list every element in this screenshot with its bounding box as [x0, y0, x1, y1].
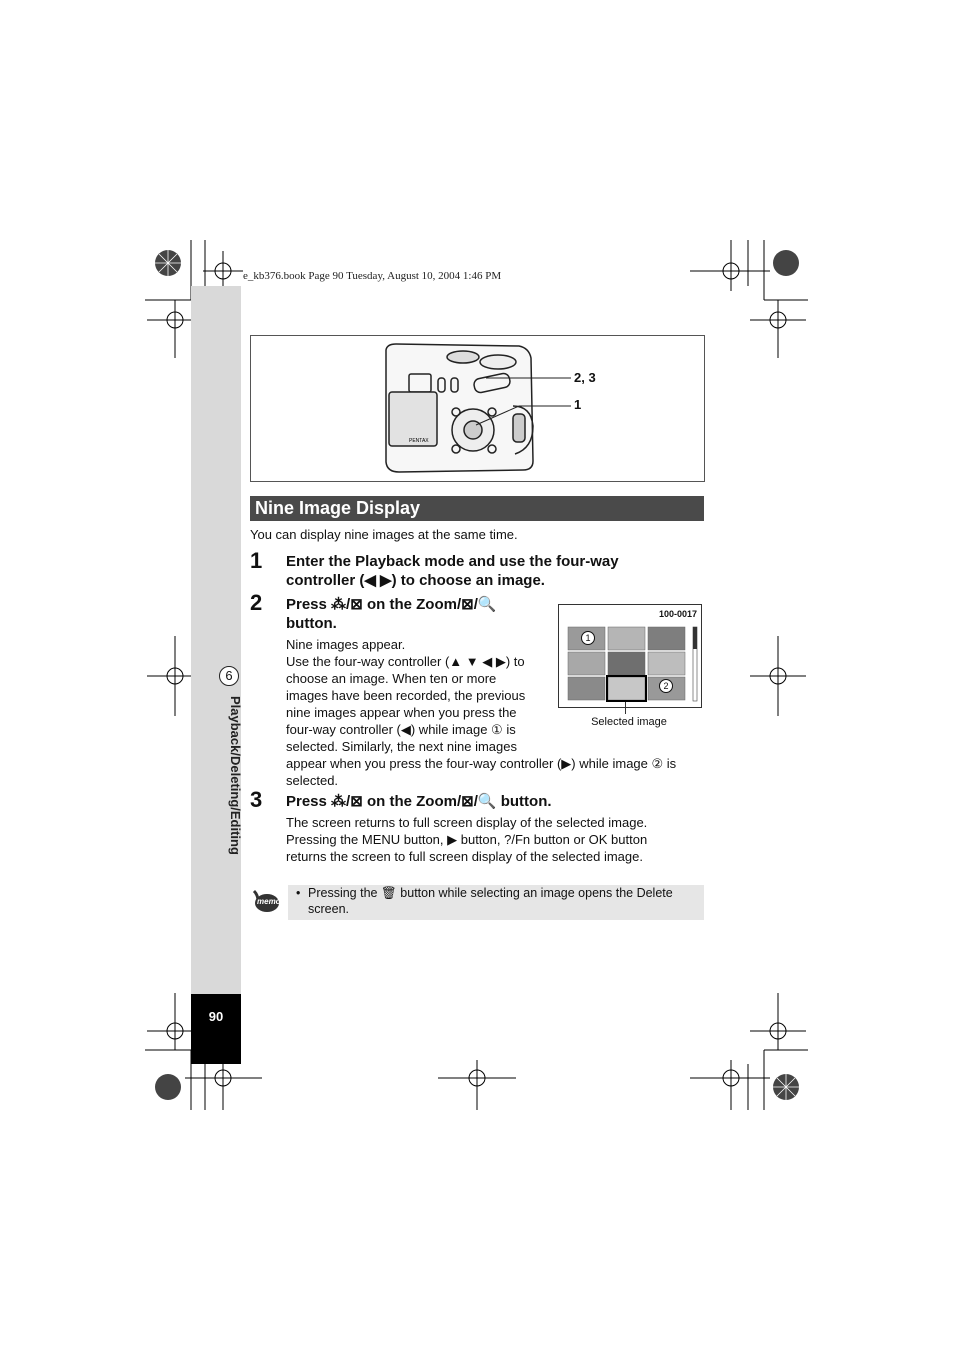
section-intro: You can display nine images at the same time. [250, 527, 518, 542]
step-2-number: 2 [250, 590, 263, 615]
step-2-line: selected. Similarly, the next nine images [286, 739, 517, 754]
step-2-title-line2: button. [286, 615, 337, 632]
step-2-line: Use the four-way controller (▲ ▼ ◀ ▶) to [286, 654, 525, 669]
step-3-text-a: Press [286, 793, 332, 810]
step-3-line: The screen returns to full screen display of the selected image. [286, 815, 648, 830]
chapter-number: 6 [219, 666, 239, 686]
zoom-magnifier-icon: ⊠/🔍 [461, 793, 497, 810]
step-1-title-line1: Enter the Playback mode and use the four-way [286, 553, 619, 570]
memo-text: Pressing the 🗑 button while selecting an image opens the Delete [308, 886, 673, 900]
camera-figure [250, 335, 705, 482]
camera-illustration [251, 336, 704, 481]
step-1-text-b: ) to choose an image. [391, 572, 545, 589]
page-number: 90 [208, 1009, 224, 1024]
callout-button-1: 1 [574, 397, 582, 412]
step-2-line: four-way controller (◀) while image ① is [286, 722, 516, 737]
zoom-magnifier-icon: ⊠/🔍 [461, 596, 497, 613]
memo-text-cont: screen. [308, 902, 349, 916]
thumbnail-icon: ⁂/⊠ [331, 793, 363, 810]
marker-2: 2 [659, 679, 673, 693]
step-2-text-b: on the Zoom/ [362, 596, 462, 613]
section-title: Nine Image Display [250, 496, 704, 521]
memo-line1 [296, 885, 704, 901]
marker-1: 1 [581, 631, 595, 645]
nine-image-screen [558, 604, 702, 708]
step-2-line: nine images appear when you press the [286, 705, 517, 720]
step-1-title-line2 [286, 571, 619, 590]
step-3-number: 3 [250, 787, 263, 812]
file-number: 100-0017 [658, 609, 697, 619]
step-2-text-a: Press [286, 596, 332, 613]
page-number-tab [191, 994, 241, 1064]
memo-note [288, 885, 704, 920]
step-1-number: 1 [250, 548, 263, 573]
left-right-arrows-icon: ◀ ▶ [364, 572, 392, 589]
thumbnail-icon: ⁂/⊠ [331, 596, 363, 613]
step-2-line: Nine images appear. [286, 637, 406, 652]
step-1-title [286, 552, 619, 590]
step-2-line: appear when you press the four-way controller (▶) while image ② is [286, 756, 677, 771]
step-3-line: Pressing the MENU button, ▶ button, ?/Fn button or OK button [286, 832, 648, 847]
memo-icon [250, 887, 282, 915]
caption-leader [625, 702, 626, 714]
step-2-title-line1 [286, 595, 497, 614]
step-1-text-a: controller ( [286, 572, 365, 589]
step-2-line: choose an image. When ten or more [286, 671, 497, 686]
thumbnail-caption: Selected image [591, 716, 667, 728]
step-3-text-c: button. [496, 793, 552, 810]
step-2-title [286, 595, 497, 633]
camera-brand: PENTAX [409, 438, 429, 444]
step-3-title [286, 792, 552, 811]
book-header: e_kb376.book Page 90 Tuesday, August 10, 2004 1:46 PM [243, 270, 502, 282]
step-3-text-b: on the Zoom/ [362, 793, 462, 810]
step-2-line: selected. [286, 773, 339, 788]
memo-icon-label: memo [257, 897, 281, 906]
step-2-line: images have been recorded, the previous [286, 688, 526, 703]
callout-buttons-2-3: 2, 3 [574, 370, 596, 385]
step-3-body [286, 814, 706, 865]
memo-bullet: • [296, 886, 301, 900]
step-3-line: returns the screen to full screen display of the selected image. [286, 849, 643, 864]
chapter-label: Playback/Deleting/Editing [228, 696, 243, 855]
thumbnail-grid [559, 605, 701, 707]
